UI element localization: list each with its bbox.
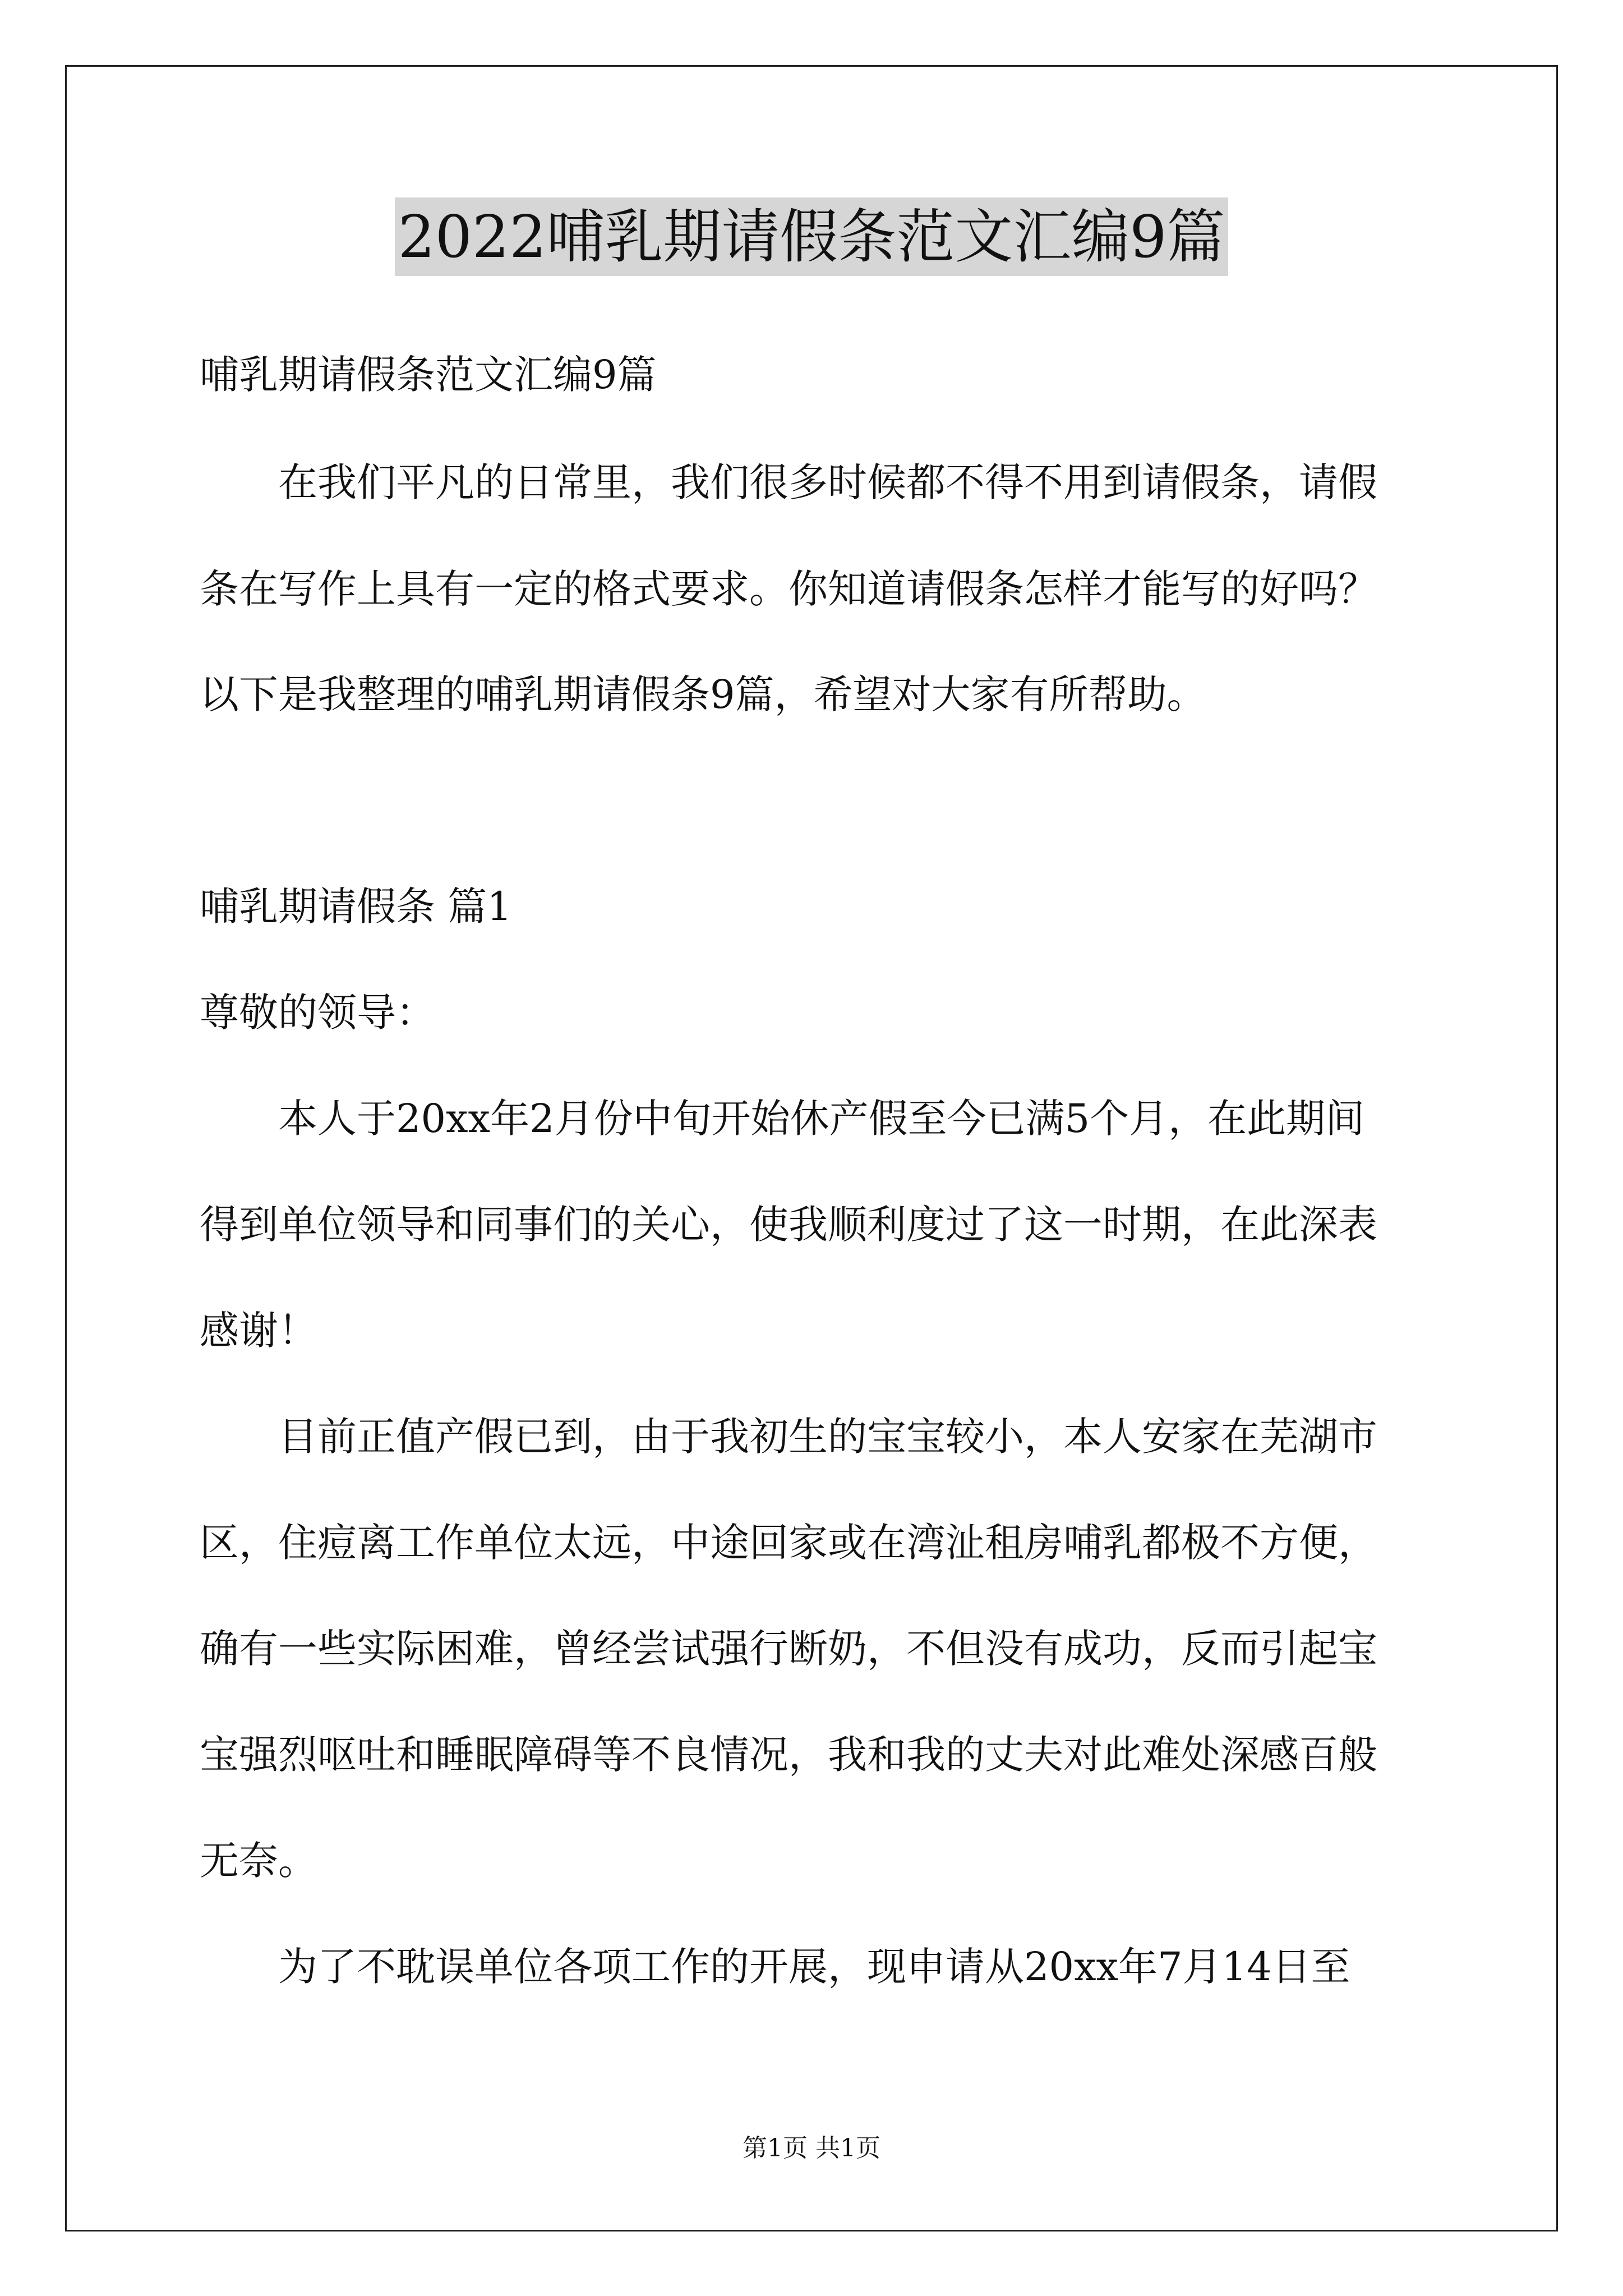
- paragraph-line: 为了不耽误单位各项工作的开展，现申请从20xx年7月14日至: [278, 1944, 1350, 1990]
- intro-line: 条在写作上具有一定的格式要求。你知道请假条怎样才能写的好吗？: [200, 566, 1377, 612]
- paragraph-line: 感谢！: [200, 1308, 317, 1354]
- paragraph-line: 无奈。: [200, 1838, 317, 1884]
- paragraph-line: 得到单位领导和同事们的关心，使我顺利度过了这一时期，在此深表: [200, 1202, 1377, 1248]
- paragraph-line: 本人于20xx年2月份中旬开始休产假至今已满5个月，在此期间: [278, 1096, 1365, 1142]
- paragraph-line: 确有一些实际困难，曾经尝试强行断奶，不但没有成功，反而引起宝: [200, 1626, 1377, 1672]
- page-footer: 第1页 共1页: [743, 2134, 880, 2162]
- document-title: 2022哺乳期请假条范文汇编9篇: [395, 197, 1229, 276]
- paragraph-line: 区，住痘离工作单位太远，中途回家或在湾沚租房哺乳都极不方便，: [200, 1520, 1377, 1566]
- salutation: 尊敬的领导：: [200, 990, 435, 1036]
- paragraph-line: 目前正值产假已到，由于我初生的宝宝较小，本人安家在芜湖市: [278, 1414, 1377, 1460]
- section-heading: 哺乳期请假条 篇1: [200, 884, 512, 930]
- intro-line: 以下是我整理的哺乳期请假条9篇，希望对大家有所帮助。: [200, 671, 1206, 717]
- paragraph-line: 宝强烈呕吐和睡眠障碍等不良情况，我和我的丈夫对此难处深感百般: [200, 1732, 1377, 1778]
- title-container: [0, 197, 1623, 276]
- document-subtitle: 哺乳期请假条范文汇编9篇: [200, 352, 657, 398]
- intro-line: 在我们平凡的日常里，我们很多时候都不得不用到请假条，请假: [278, 459, 1377, 505]
